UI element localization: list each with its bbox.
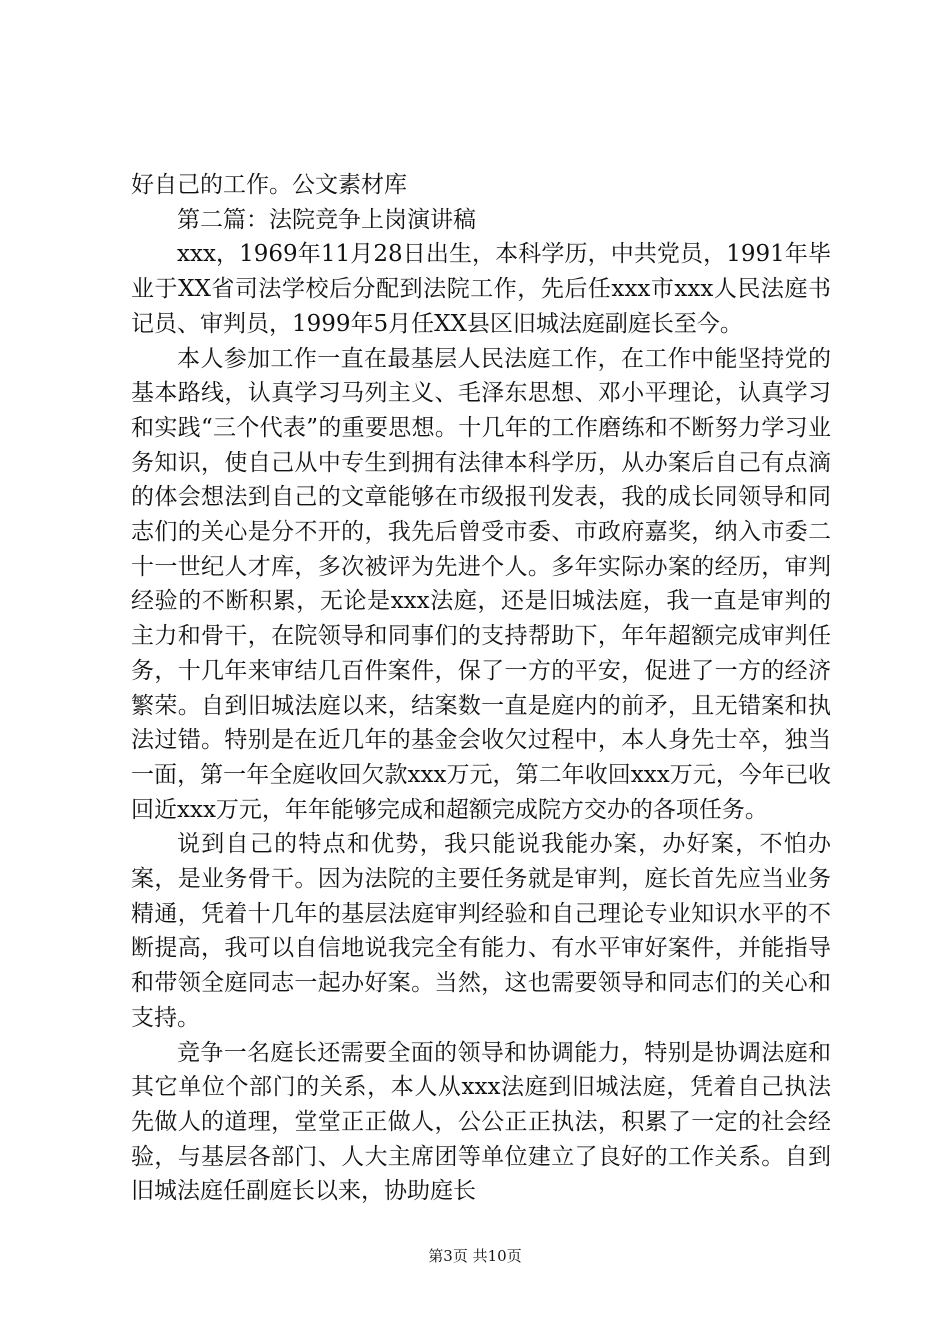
section-heading: 第二篇：法院竞争上岗演讲稿	[177, 206, 476, 233]
document-body	[131, 168, 831, 1209]
paragraph-leadership: 竞争一名庭长还需要全面的领导和协调能力，特别是协调法庭和其它单位个部门的关系，本人从xxx法庭到旧城法庭，凭着自己执法先做人的道理，堂堂正正做人，公公正正执法，积累了一定的社会经验，与基层各部门、人大主席团等单位建立了良好的工作关系。自到旧城法庭任副庭长以来，协助庭长	[131, 1039, 831, 1205]
paragraph-work-experience: 本人参加工作一直在最基层人民法庭工作，在工作中能坚持党的基本路线，认真学习马列主义、毛泽东思想、邓小平理论，认真学习和实践“三个代表”的重要思想。十几年的工作磨练和不断努力学习业务知识，使自己从中专生到拥有法律本科学历，从办案后自己有点滴的体会想法到自己的文章能够在市级报刊发表，我的成长同领导和同志们的关心是分不开的，我先后曾受市委、市政府嘉奖，纳入市委二十一世纪人才库，多次被评为先进个人。多年实际办案的经历，审判经验的不断积累，无论是xxx法庭，还是旧城法庭，我一直是审判的主力和骨干，在院领导和同事们的支持帮助下，年年超额完成审判任务，十几年来审结几百件案件，保了一方的平安，促进了一方的经济繁荣。自到旧城法庭以来，结案数一直是庭内的前矛，且无错案和执法过错。特别是在近几年的基金会收欠过程中，本人身先士卒，独当一面，第一年全庭收回欠款xxx万元，第二年收回xxx万元，今年已收回近xxx万元，年年能够完成和超额完成院方交办的各项任务。	[131, 345, 831, 823]
page-number-footer: 第3页 共10页	[428, 1247, 522, 1265]
paragraph-strengths: 说到自己的特点和优势，我只能说我能办案，办好案，不怕办案，是业务骨干。因为法院的主要任务就是审判，庭长首先应当业务精通，凭着十几年的基层法庭审判经验和自己理论专业知识水平的不断提高，我可以自信地说我完全有能力、有水平审好案件，并能指导和带领全庭同志一起办好案。当然，这也需要领导和同志们的关心和支持。	[131, 831, 831, 1031]
paragraph-personal-info: xxx，1969年11月28日出生，本科学历，中共党员，1991年毕业于XX省司法学校后分配到法院工作，先后任xxx市xxx人民法庭书记员、审判员，1999年5月任XX县区旧城法庭副庭长至今。	[131, 241, 831, 337]
paragraph-continuation: 好自己的工作。公文素材库	[131, 172, 407, 198]
